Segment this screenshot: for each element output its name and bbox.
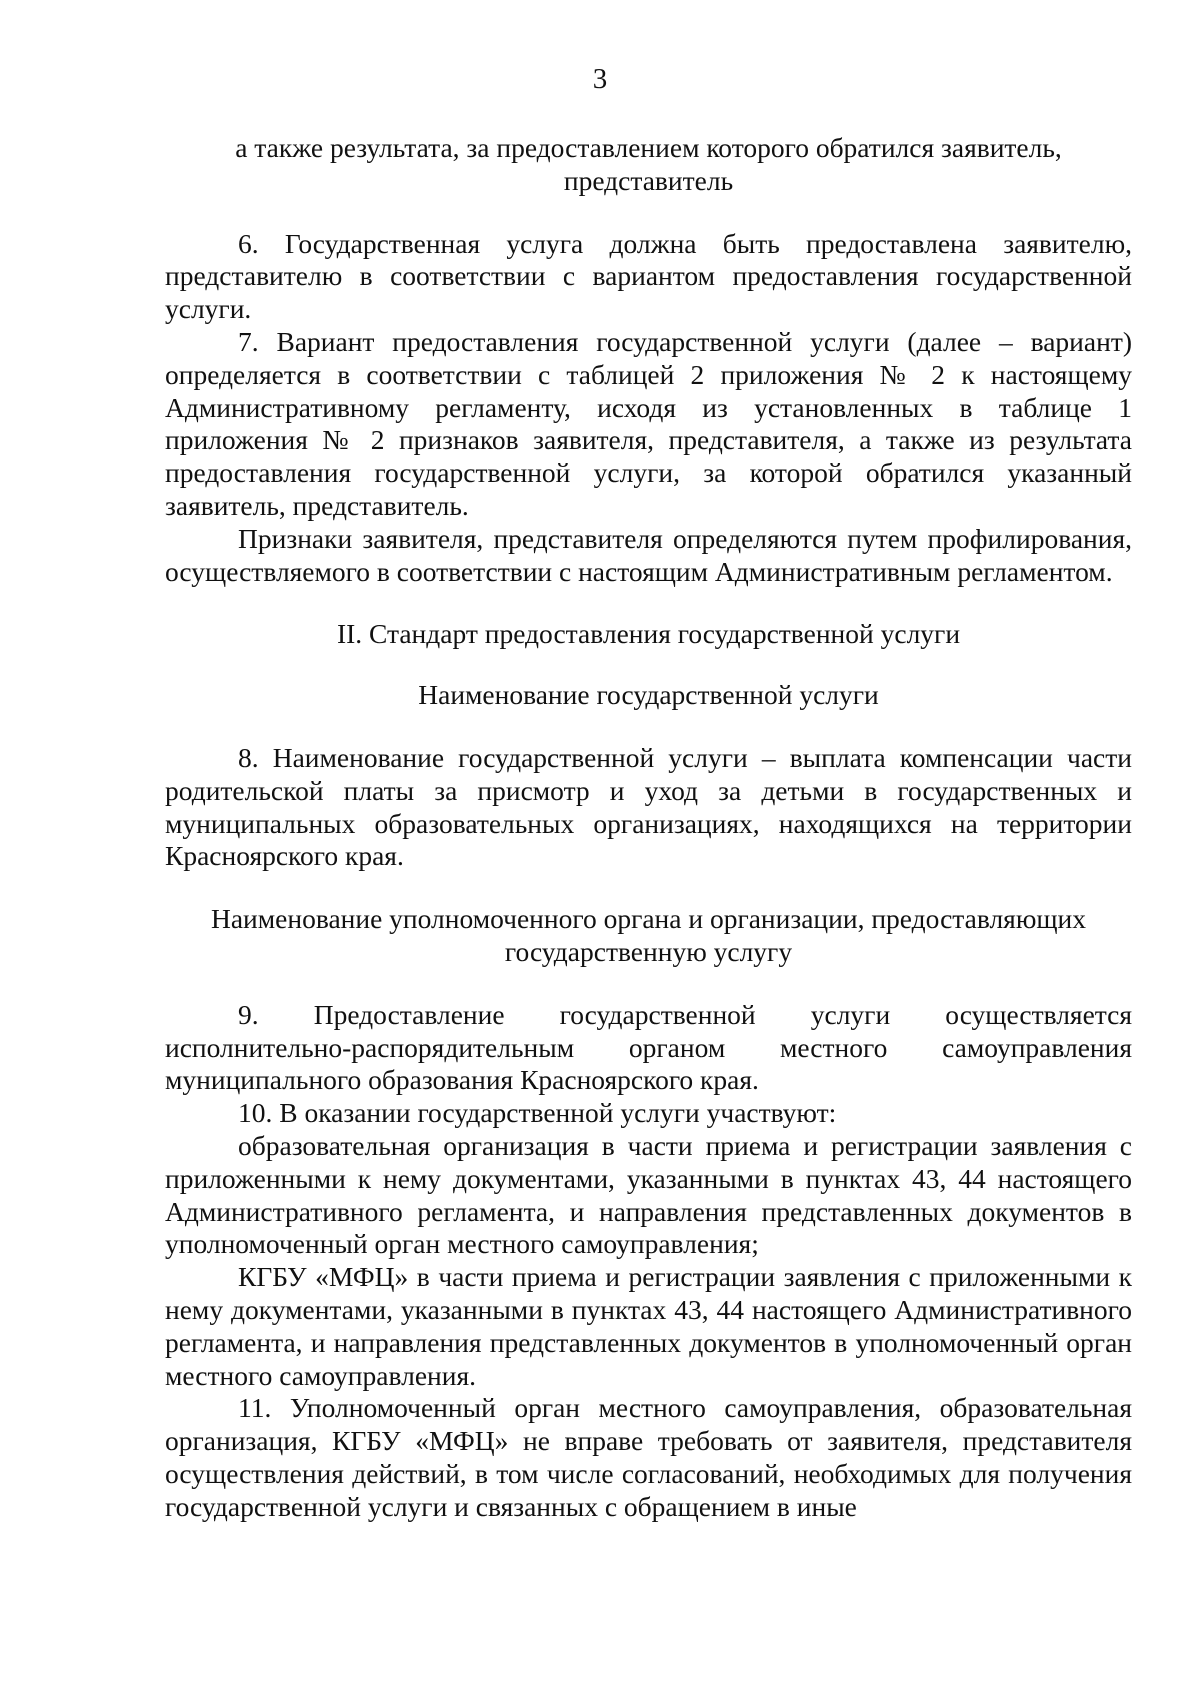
spacer [165,712,1132,742]
paragraph-10-mfc: КГБУ «МФЦ» в части приема и регистрации заявления с приложенными к нему документами, указанными в пунктах 43, 44 настоящего Административного регламента, и направления представленных документов в уполномоченный орган местного самоуправления. [165,1261,1132,1391]
spacer [165,198,1132,228]
paragraph-7: 7. Вариант предоставления государственной услуги (далее – вариант) определяется в соответствии с таблицей 2 приложения № 2 к настоящему Административному регламенту, исходя из установленных в таблице 1 приложения № 2 признаков заявителя, представителя, а также из результата предоставления государственной услуги, за которой обратился указанный заявитель, представитель. [165,325,1132,521]
subheading-service-name: Наименование государственной услуги [418,679,879,711]
spacer [165,651,1132,679]
document-body [165,132,1132,1523]
heading-result: а также результата, за предоставлением которого обратился заявитель, представитель [235,132,1062,196]
paragraph-8: 8. Наименование государственной услуги – выплата компенсации части родительской платы за присмотр и уход за детьми в государственных и муниципальных образовательных организациях, находящихся на территории Красноярского края. [165,741,1132,872]
section-heading: II. Стандарт предоставления государственной услуги [336,618,961,650]
spacer [165,873,1132,903]
spacer [165,588,1132,618]
paragraph-6: 6. Государственная услуга должна быть предоставлена заявителю, представителю в соответствии с вариантом предоставления государственной услуги. [165,227,1132,325]
paragraph-11: 11. Уполномоченный орган местного самоуправления, образовательная организация, КГБУ «МФЦ» не вправе требовать от заявителя, представителя осуществления действий, в том числе согласований, необходимых для получения государственной услуги и связанных с обращением в иные [165,1392,1132,1522]
paragraph-10: 10. В оказании государственной услуги участвуют: [238,1097,837,1129]
page-number: 3 [592,63,608,95]
paragraph-10-org: образовательная организация в части приема и регистрации заявления с приложенными к нему документами, указанными в пунктах 43, 44 настоящего Административного регламента, и направления представленных документов в уполномоченный орган местного самоуправления; [165,1129,1132,1260]
paragraph-7-signs: Признаки заявителя, представителя определяются путем профилирования, осуществляемого в соответствии с настоящим Административным регламентом. [165,522,1132,587]
paragraph-9: 9. Предоставление государственной услуги осуществляется исполнительно-распорядительным органом местного самоуправления муниципального образования Красноярского края. [165,998,1132,1096]
subheading-authority: Наименование уполномоченного органа и организации, предоставляющих государственную услугу [210,903,1087,967]
spacer [165,969,1132,999]
